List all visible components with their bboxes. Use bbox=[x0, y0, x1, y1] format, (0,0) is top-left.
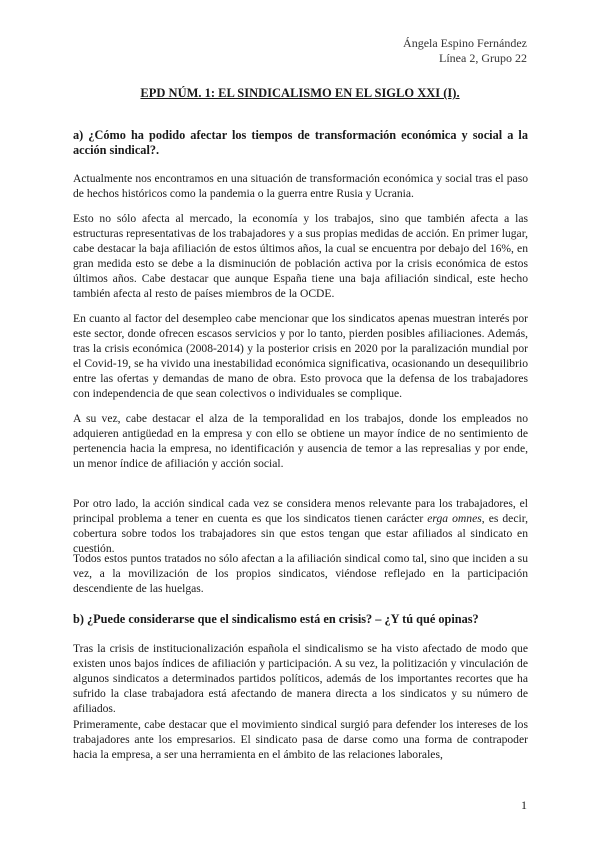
question-a: a) ¿Cómo ha podido afectar los tiempos de transformación económica y social a la acción sindical?. bbox=[73, 128, 528, 157]
author-block bbox=[403, 36, 527, 66]
latin-term: erga omnes bbox=[427, 511, 482, 525]
question-b: b) ¿Puede considerarse que el sindicalismo está en crisis? – ¿Y tú qué opinas? bbox=[73, 612, 479, 626]
paragraph-a5-text-start: Por otro lado, la acción sindical cada vez se considera menos relevante para los trabajadores, el principal problema a tener en cuenta es que los sindicatos tienen carácter bbox=[73, 497, 528, 525]
paragraph-b2: Primeramente, cabe destacar que el movimiento sindical surgió para defender los intereses de los trabajadores ante los empresarios. El sindicato pasa de darse como una forma de contrapoder hacia la empresa, a ser una herramienta en el ámbito de las relaciones laborales, bbox=[73, 718, 528, 761]
author-group: Línea 2, Grupo 22 bbox=[439, 51, 527, 65]
paragraph-a5-text-end: , es decir, cobertura sobre todos los trabajadores sin que estos tengan que estar afiliados al sindicato en cuestión. bbox=[73, 511, 528, 555]
paragraph-a4: A su vez, cabe destacar el alza de la temporalidad en los trabajos, donde los empleados no adquieren antigüedad en la empresa y con ello se obtiene un mayor índice de no sentimiento de pertenencia hacia la empresa, no identificación y ausencia de temor a las represalias y por ende, un menor índice de afiliación y acción social. bbox=[73, 412, 528, 470]
page-number: 1 bbox=[521, 798, 527, 812]
paragraph-a3: En cuanto al factor del desempleo cabe mencionar que los sindicatos apenas muestran interés por este sector, donde ofrecen escasos servicios y por lo tanto, pierden posibles afiliaciones. Además, tras la crisis económica (2008-2014) y la posterior crisis en 2020 por la paralización mundial por el Covid-19, se ha vivido una inestabilidad económica significativa, ocasionando un desequilibrio entre las ofertas y demandas de mano de obra. Esto provoca que la defensa de los trabajadores con independencia de que sean colectivos o individuales se complique. bbox=[73, 312, 528, 400]
document-title: EPD NÚM. 1: EL SINDICALISMO EN EL SIGLO XXI (I). bbox=[140, 86, 460, 100]
paragraph-a2: Esto no sólo afecta al mercado, la economía y los trabajos, sino que también afecta a las estructuras representativas de los trabajadores y a sus propias medidas de acción. En primer lugar, cabe destacar la baja afiliación de estos últimos años, la cual se encuentra por debajo del 16%, en gran medida esto se debe a la disminución de población activa por la crisis económica de estos últimos años. Cabe destacar que aunque España tiene una baja afiliación sindical, este hecho también afecta al resto de países miembros de la OCDE. bbox=[73, 212, 528, 300]
paragraph-a5 bbox=[73, 497, 528, 557]
paragraph-b1: Tras la crisis de institucionalización española el sindicalismo se ha visto afectado de modo que existen unos bajos índices de afiliación y participación. A su vez, la politización y vinculación de algunos sindicatos a determinados partidos políticos, además de los importantes recortes que ha sufrido la clase trabajadora está afectando de manera directa a los sindicatos y su número de afiliados. bbox=[73, 642, 528, 715]
paragraph-a1: Actualmente nos encontramos en una situación de transformación económica y social tras el paso de hechos históricos como la pandemia o la guerra entre Rusia y Ucrania. bbox=[73, 172, 528, 200]
paragraph-a6: Todos estos puntos tratados no sólo afectan a la afiliación sindical como tal, sino que inciden a su vez, a la movilización de los propios sindicatos, viéndose reflejado en la participación descendiente de las huelgas. bbox=[73, 552, 528, 595]
author-name: Ángela Espino Fernández bbox=[403, 36, 527, 50]
